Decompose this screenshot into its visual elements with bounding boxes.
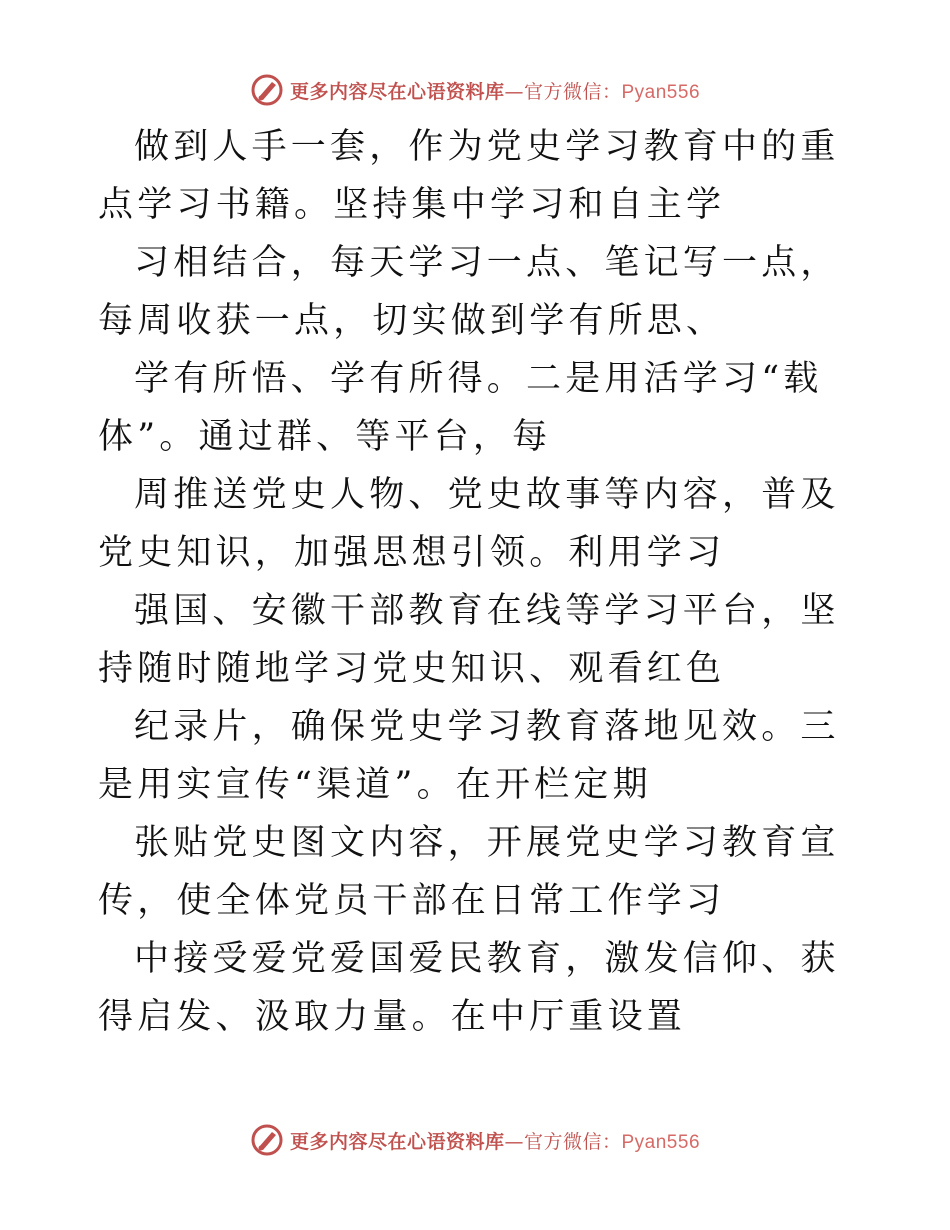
paragraph: 张贴党史图文内容，开展党史学习教育宣传，使全体党员干部在日常工作学习 <box>98 823 840 921</box>
header-dash: — <box>504 80 524 103</box>
logo-icon <box>250 73 284 107</box>
header-wechat-label: 官方微信： <box>523 80 622 103</box>
footer-dash: — <box>504 1130 524 1153</box>
paragraph: 习相结合，每天学习一点、笔记写一点，每周收获一点，切实做到学有所思、 <box>98 243 840 341</box>
footer-text <box>290 1127 700 1154</box>
paragraph: 强国、安徽干部教育在线等学习平台，坚持随时随地学习党史知识、观看红色 <box>98 591 840 689</box>
footer-site-text: 更多内容尽在心语资料库 <box>289 1130 505 1153</box>
footer-wechat-id: Pyan556 <box>621 1131 701 1153</box>
paragraph: 中接受爱党爱国爱民教育，激发信仰、获得启发、汲取力量。在中厅重设置 <box>98 939 840 1037</box>
logo-icon <box>250 1123 284 1157</box>
paragraph: 学有所悟、学有所得。二是用活学习“载体”。通过群、等平台，每 <box>98 359 823 457</box>
header-text <box>290 77 700 104</box>
document-body <box>98 118 858 1046</box>
header-wechat-id: Pyan556 <box>621 81 701 103</box>
paragraph: 纪录片，确保党史学习教育落地见效。三是用实宣传“渠道”。在开栏定期 <box>98 707 840 805</box>
header-banner <box>0 70 950 110</box>
footer-wechat-label: 官方微信： <box>523 1130 622 1153</box>
footer-banner <box>0 1120 950 1160</box>
header-site-text: 更多内容尽在心语资料库 <box>289 80 505 103</box>
paragraph: 周推送党史人物、党史故事等内容，普及党史知识，加强思想引领。利用学习 <box>98 475 840 573</box>
paragraph: 做到人手一套，作为党史学习教育中的重点学习书籍。坚持集中学习和自主学 <box>98 127 840 225</box>
